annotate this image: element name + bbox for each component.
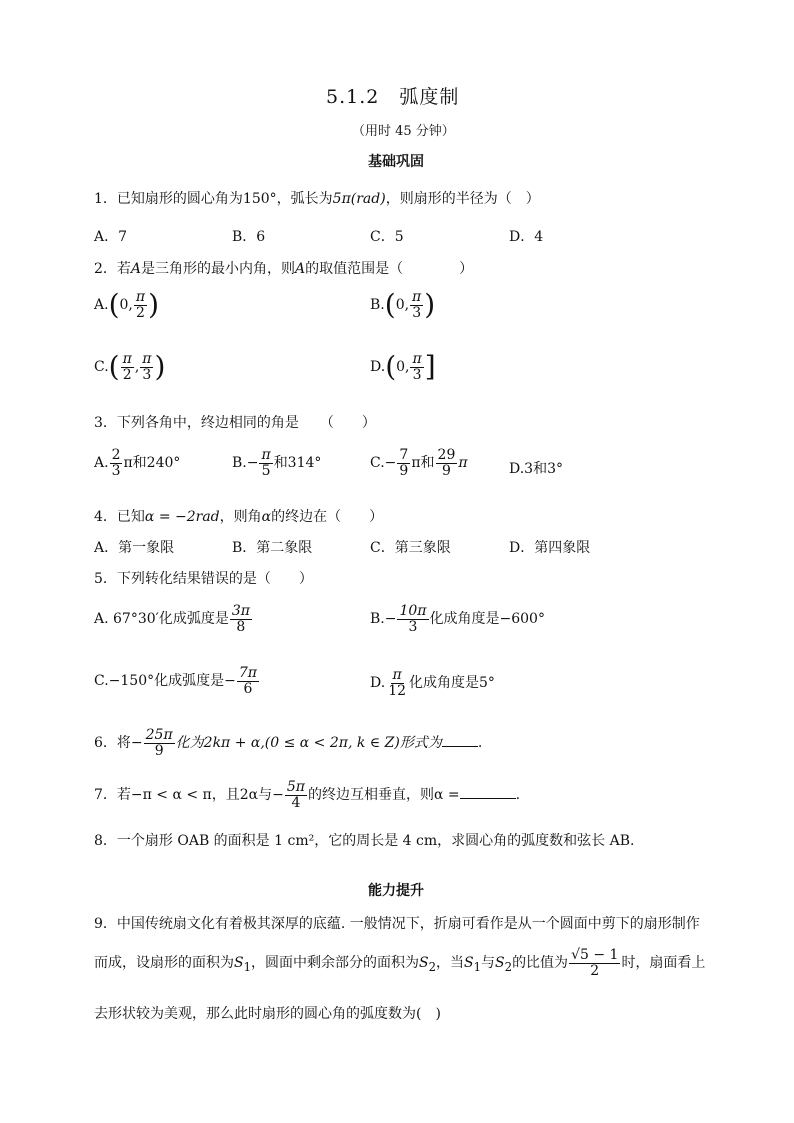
q1-text: 1．已知扇形的圆心角为 <box>94 191 243 207</box>
q4-expr: α = −2rad <box>144 509 220 525</box>
open-paren: ( <box>108 288 120 322</box>
q1-option-a: A．7 <box>94 229 128 245</box>
q2-option-a <box>94 290 159 320</box>
q5-a-text: A. 67°30′化成弧度是 <box>94 611 229 628</box>
q3-option-c <box>370 448 468 478</box>
denominator: 3 <box>408 618 418 635</box>
numerator: π <box>135 289 146 305</box>
q3-b-label: B. <box>232 455 247 472</box>
q2-c-fraction-1 <box>121 352 134 382</box>
q2-option-b <box>370 290 435 320</box>
q4-text-post: 的终边在（ ） <box>271 509 384 525</box>
q5-b-fraction <box>397 604 428 634</box>
q3-option-a <box>94 448 180 478</box>
q1-option-b: B．6 <box>232 229 266 245</box>
q1-option-d: D．4 <box>509 229 544 245</box>
q4-option-d: D．第四象限 <box>509 540 591 556</box>
q2-text-mid: 是三角形的最小内角，则 <box>141 261 296 277</box>
q7-text-mid: 的终边互相垂直，则α = <box>307 787 460 804</box>
q3-a-label: A. <box>94 455 109 472</box>
q2-var: A <box>130 261 142 277</box>
q3-option-b <box>232 448 321 478</box>
denominator: 4 <box>291 794 301 811</box>
q2-c-label: C. <box>94 359 109 376</box>
q2-d-zero: 0, <box>396 359 410 376</box>
time-note: （用时 45 分钟） <box>352 124 455 139</box>
q5-option-c <box>94 666 260 696</box>
q3-c-label: C. <box>370 455 385 472</box>
q9-fraction <box>569 948 620 978</box>
open-paren: ( <box>385 350 397 384</box>
q5-d-label: D. <box>370 675 386 692</box>
numerator: 2 <box>111 447 121 463</box>
question-2 <box>94 258 473 278</box>
q9-s2-sub: 2 <box>428 959 437 974</box>
denominator: 2 <box>122 366 132 383</box>
q4-option-b: B．第二象限 <box>232 540 313 556</box>
numerator: √5 − 1 <box>571 947 619 963</box>
denominator: 3 <box>111 462 121 479</box>
q6-text-mid: 化为2kπ + α,(0 ≤ α < 2π, k ∈ Z)形式为 <box>175 735 442 752</box>
q3-a-rest: π和240° <box>123 455 181 472</box>
question-5: 5．下列转化结果错误的是（ ） <box>94 571 313 587</box>
denominator: 12 <box>388 682 407 699</box>
q9-text-mid: ，圆面中剩余部分的面积为 <box>251 955 420 972</box>
numerator: π <box>412 351 422 367</box>
question-8: 8．一个扇形 OAB 的面积是 1 cm²，它的周长是 4 cm，求圆心角的弧度数和弦长 AB. <box>94 833 635 849</box>
question-9-line-3: 去形状较为美观，那么此时扇形的圆心角的弧度数为( ) <box>94 1006 441 1022</box>
question-4 <box>94 506 383 526</box>
close-paren: ) <box>424 288 436 322</box>
q9-s2: S <box>419 955 429 972</box>
denominator: 6 <box>243 680 253 697</box>
q4-option-c: C．第三象限 <box>370 540 451 556</box>
section-basic-heading: 基础巩固 <box>368 154 424 170</box>
q9-text-mid2: ，当 <box>436 955 465 972</box>
q1-angle: 150° <box>242 191 277 207</box>
numerator: 5π <box>286 779 305 795</box>
denominator: 3 <box>412 304 422 321</box>
q2-b-label: B. <box>370 297 385 314</box>
q7-text-post: . <box>515 787 521 804</box>
q3-option-d: D.3和3° <box>509 461 563 477</box>
page-title: 5.1.2 弧度制 <box>326 86 460 108</box>
question-3: 3．下列各角中，终边相同的角是 （ ） <box>94 415 376 431</box>
numerator: 3π <box>231 603 250 619</box>
q5-c-fraction <box>237 666 259 696</box>
numerator: π <box>412 289 422 305</box>
q2-c-comma: , <box>134 359 140 376</box>
q5-d-fraction <box>386 668 408 698</box>
numerator: 7π <box>238 665 257 681</box>
q3-c-rest: π <box>458 455 468 472</box>
q1-option-c: C．5 <box>370 229 404 245</box>
open-paren: ( <box>384 288 396 322</box>
q4-text-mid: ，则角 <box>219 509 262 525</box>
q6-text-post: . <box>477 735 483 752</box>
q5-option-b <box>370 604 545 634</box>
close-paren: ) <box>148 288 159 322</box>
q5-option-d <box>370 668 495 698</box>
numerator: π <box>392 667 402 683</box>
q3-b-minus: − <box>246 455 259 472</box>
numerator: π <box>142 351 152 367</box>
close-paren: ) <box>154 350 166 384</box>
q2-text: 2．若 <box>94 261 131 277</box>
numerator: π <box>261 447 271 463</box>
q9-s1-ref: S <box>464 955 474 972</box>
denominator: 3 <box>412 366 422 383</box>
q4-var: α <box>261 509 272 525</box>
close-bracket: ] <box>424 350 436 384</box>
q9-s1: S <box>234 955 244 972</box>
q9-text-mid4: 的比值为 <box>512 955 569 972</box>
section-ability-heading: 能力提升 <box>368 883 424 899</box>
q9-text-post: 时，扇面看上 <box>621 955 706 972</box>
q3-b-fraction <box>259 448 272 478</box>
open-paren: ( <box>108 350 120 384</box>
q2-option-d <box>370 352 436 382</box>
q2-a-fraction <box>134 290 147 320</box>
q9-s2-ref: S <box>495 955 505 972</box>
q1-text-mid: ，弧长为 <box>276 191 333 207</box>
answer-blank[interactable] <box>460 798 516 799</box>
denominator: 5 <box>261 462 271 479</box>
q2-text-post: 的取值范围是（ ） <box>305 261 474 277</box>
q2-a-label: A. <box>94 297 109 314</box>
numerator: 10π <box>399 603 427 619</box>
q9-s1-ref-sub: 1 <box>473 959 482 974</box>
q5-b-label: B. <box>370 611 385 628</box>
q3-a-fraction <box>110 448 123 478</box>
q7-text: 7．若−π < α < π，且2α与− <box>94 787 284 804</box>
denominator: 9 <box>399 462 409 479</box>
q6-text: 6．将− <box>94 735 143 752</box>
q3-c-mid: π和 <box>411 455 435 472</box>
q9-text-mid3: 与 <box>481 955 496 972</box>
numerator: 29 <box>437 447 456 463</box>
q9-text: 而成，设扇形的面积为 <box>94 955 234 972</box>
numerator: 25π <box>145 727 173 743</box>
question-7 <box>94 780 520 810</box>
q9-s1-sub: 1 <box>243 959 252 974</box>
q2-b-fraction <box>410 290 423 320</box>
denominator: 9 <box>441 462 451 479</box>
q2-option-c <box>94 352 165 382</box>
q2-a-zero: 0, <box>119 297 133 314</box>
question-9-line-2 <box>94 948 705 978</box>
question-1 <box>94 188 540 208</box>
question-6 <box>94 728 482 758</box>
q5-b-minus: − <box>384 611 397 628</box>
numerator: π <box>122 351 132 367</box>
denominator: 8 <box>236 618 246 635</box>
q5-a-fraction <box>230 604 252 634</box>
q5-option-a <box>94 604 253 634</box>
q1-text-post: ，则扇形的半径为（ ） <box>385 191 540 207</box>
q2-b-zero: 0, <box>395 297 410 314</box>
q5-b-rest: 化成角度是−600° <box>429 611 545 628</box>
denominator: 2 <box>590 962 600 979</box>
answer-blank[interactable] <box>442 746 478 747</box>
denominator: 3 <box>142 366 152 383</box>
q4-option-a: A．第一象限 <box>94 540 175 556</box>
denominator: 2 <box>136 304 145 321</box>
q2-d-label: D. <box>370 359 386 376</box>
q2-d-fraction <box>410 352 423 382</box>
q9-s2-ref-sub: 2 <box>504 959 513 974</box>
q6-fraction <box>144 728 175 758</box>
q2-var2: A <box>295 261 306 277</box>
q3-b-rest: 和314° <box>273 455 322 472</box>
q5-c-text: C.−150°化成弧度是− <box>94 673 236 690</box>
q2-c-fraction-2 <box>140 352 153 382</box>
q3-c-fraction-2 <box>436 448 458 478</box>
q7-fraction <box>285 780 307 810</box>
q3-c-minus: − <box>384 455 397 472</box>
q4-text: 4．已知 <box>94 509 145 525</box>
q3-c-fraction-1 <box>397 448 410 478</box>
question-9-line-1: 9．中国传统扇文化有着极其深厚的底蕴. 一般情况下，折扇可看作是从一个圆面中剪下的扇形制作 <box>94 916 700 932</box>
numerator: 7 <box>399 447 409 463</box>
denominator: 9 <box>154 742 164 759</box>
q5-d-rest: 化成角度是5° <box>409 675 495 692</box>
q1-arc: 5π(rad) <box>332 191 386 207</box>
